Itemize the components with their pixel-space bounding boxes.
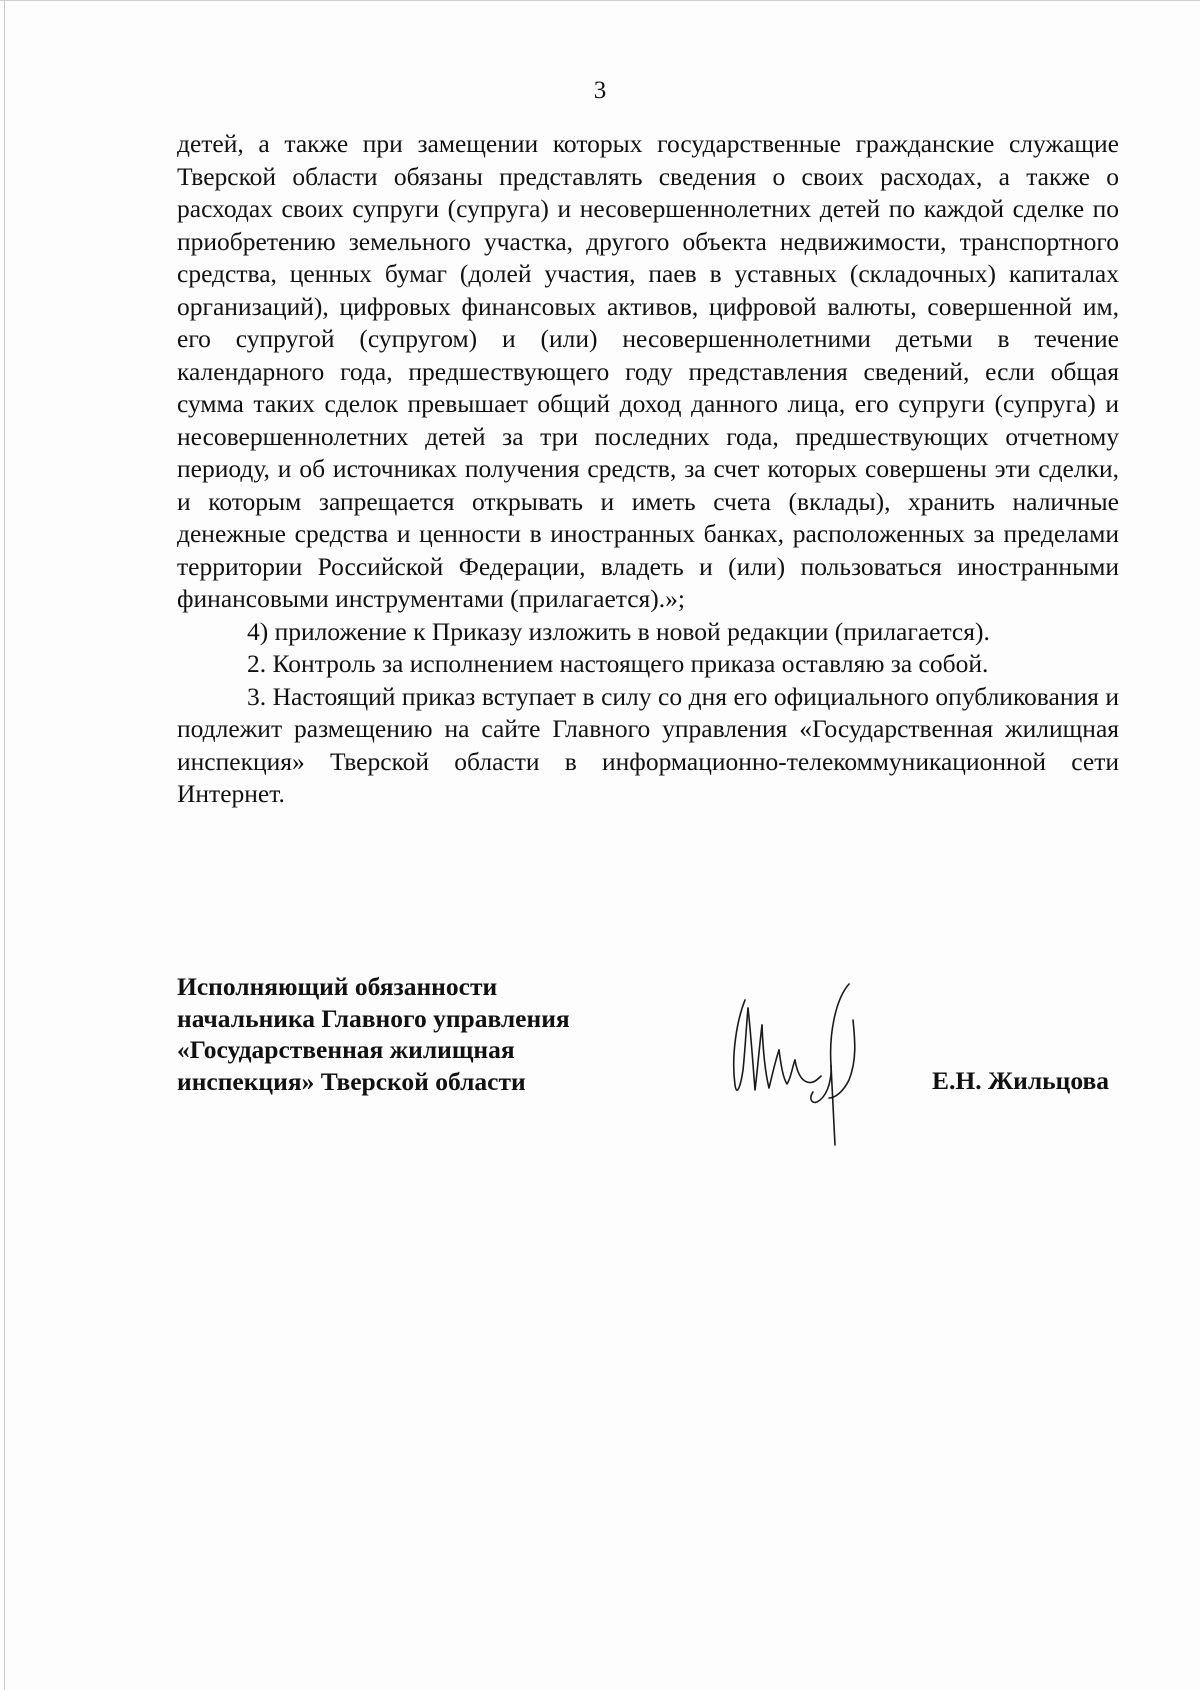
paragraph-item-3: 3. Настоящий приказ вступает в силу со дня его официального опубликования и подлежит размещению на сайте Главного управления «Государственная жилищная инспекция» Тверской области в информационно-телекоммуникационной сети Интернет. xyxy=(177,681,1119,808)
signatory-name: Е.Н. Жильцова xyxy=(932,1066,1109,1095)
signatory-title xyxy=(177,971,677,1097)
signatory-title-line: «Государственная жилищная xyxy=(177,1035,515,1064)
paragraph-continuation: детей, а также при замещении которых государственные гражданские служащие Тверской области обязаны представлять сведения о своих расходах, а также о расходах своих супруги (супруга) и несовершеннолетних детей по каждой сделке по приобретению земельного участка, другого объекта недвижимости, транспортного средства, ценных бумаг (долей участия, паев в уставных (складочных) капиталах организаций), цифровых финансовых активов, цифровой валюты, совершенной им, его супругой (супругом) и (или) несовершеннолетними детьми в течение календарного года, предшествующего году представления сведений, если общая сумма таких сделок превышает общий доход данного лица, его супруги (супруга) и несовершеннолетних детей за три последних года, предшествующих отчетному периоду, и об источниках получения средств, за счет которых совершены эти сделки, и которым запрещается открывать и иметь счета (вклады), хранить наличные денежные средства и ценности в иностранных банках, расположенных за пределами территории Российской Федерации, владеть и (или) пользоваться иностранными финансовыми инструментами (прилагается).»; xyxy=(177,129,1119,613)
page-number: 3 xyxy=(593,77,607,104)
scan-top-edge xyxy=(0,0,1200,1)
paragraph-item-2: 2. Контроль за исполнением настоящего приказа оставляю за собой. xyxy=(247,649,989,678)
signatory-title-line: Исполняющий обязанности xyxy=(177,972,498,1001)
handwritten-signature xyxy=(725,980,905,1150)
scan-left-edge xyxy=(4,0,5,1690)
signatory-title-line: начальника Главного управления xyxy=(177,1003,570,1033)
document-body xyxy=(177,128,1119,811)
signatory-title-line: инспекция» Тверской области xyxy=(177,1066,526,1096)
paragraph-item-4: 4) приложение к Приказу изложить в новой редакции (прилагается). xyxy=(247,616,990,646)
